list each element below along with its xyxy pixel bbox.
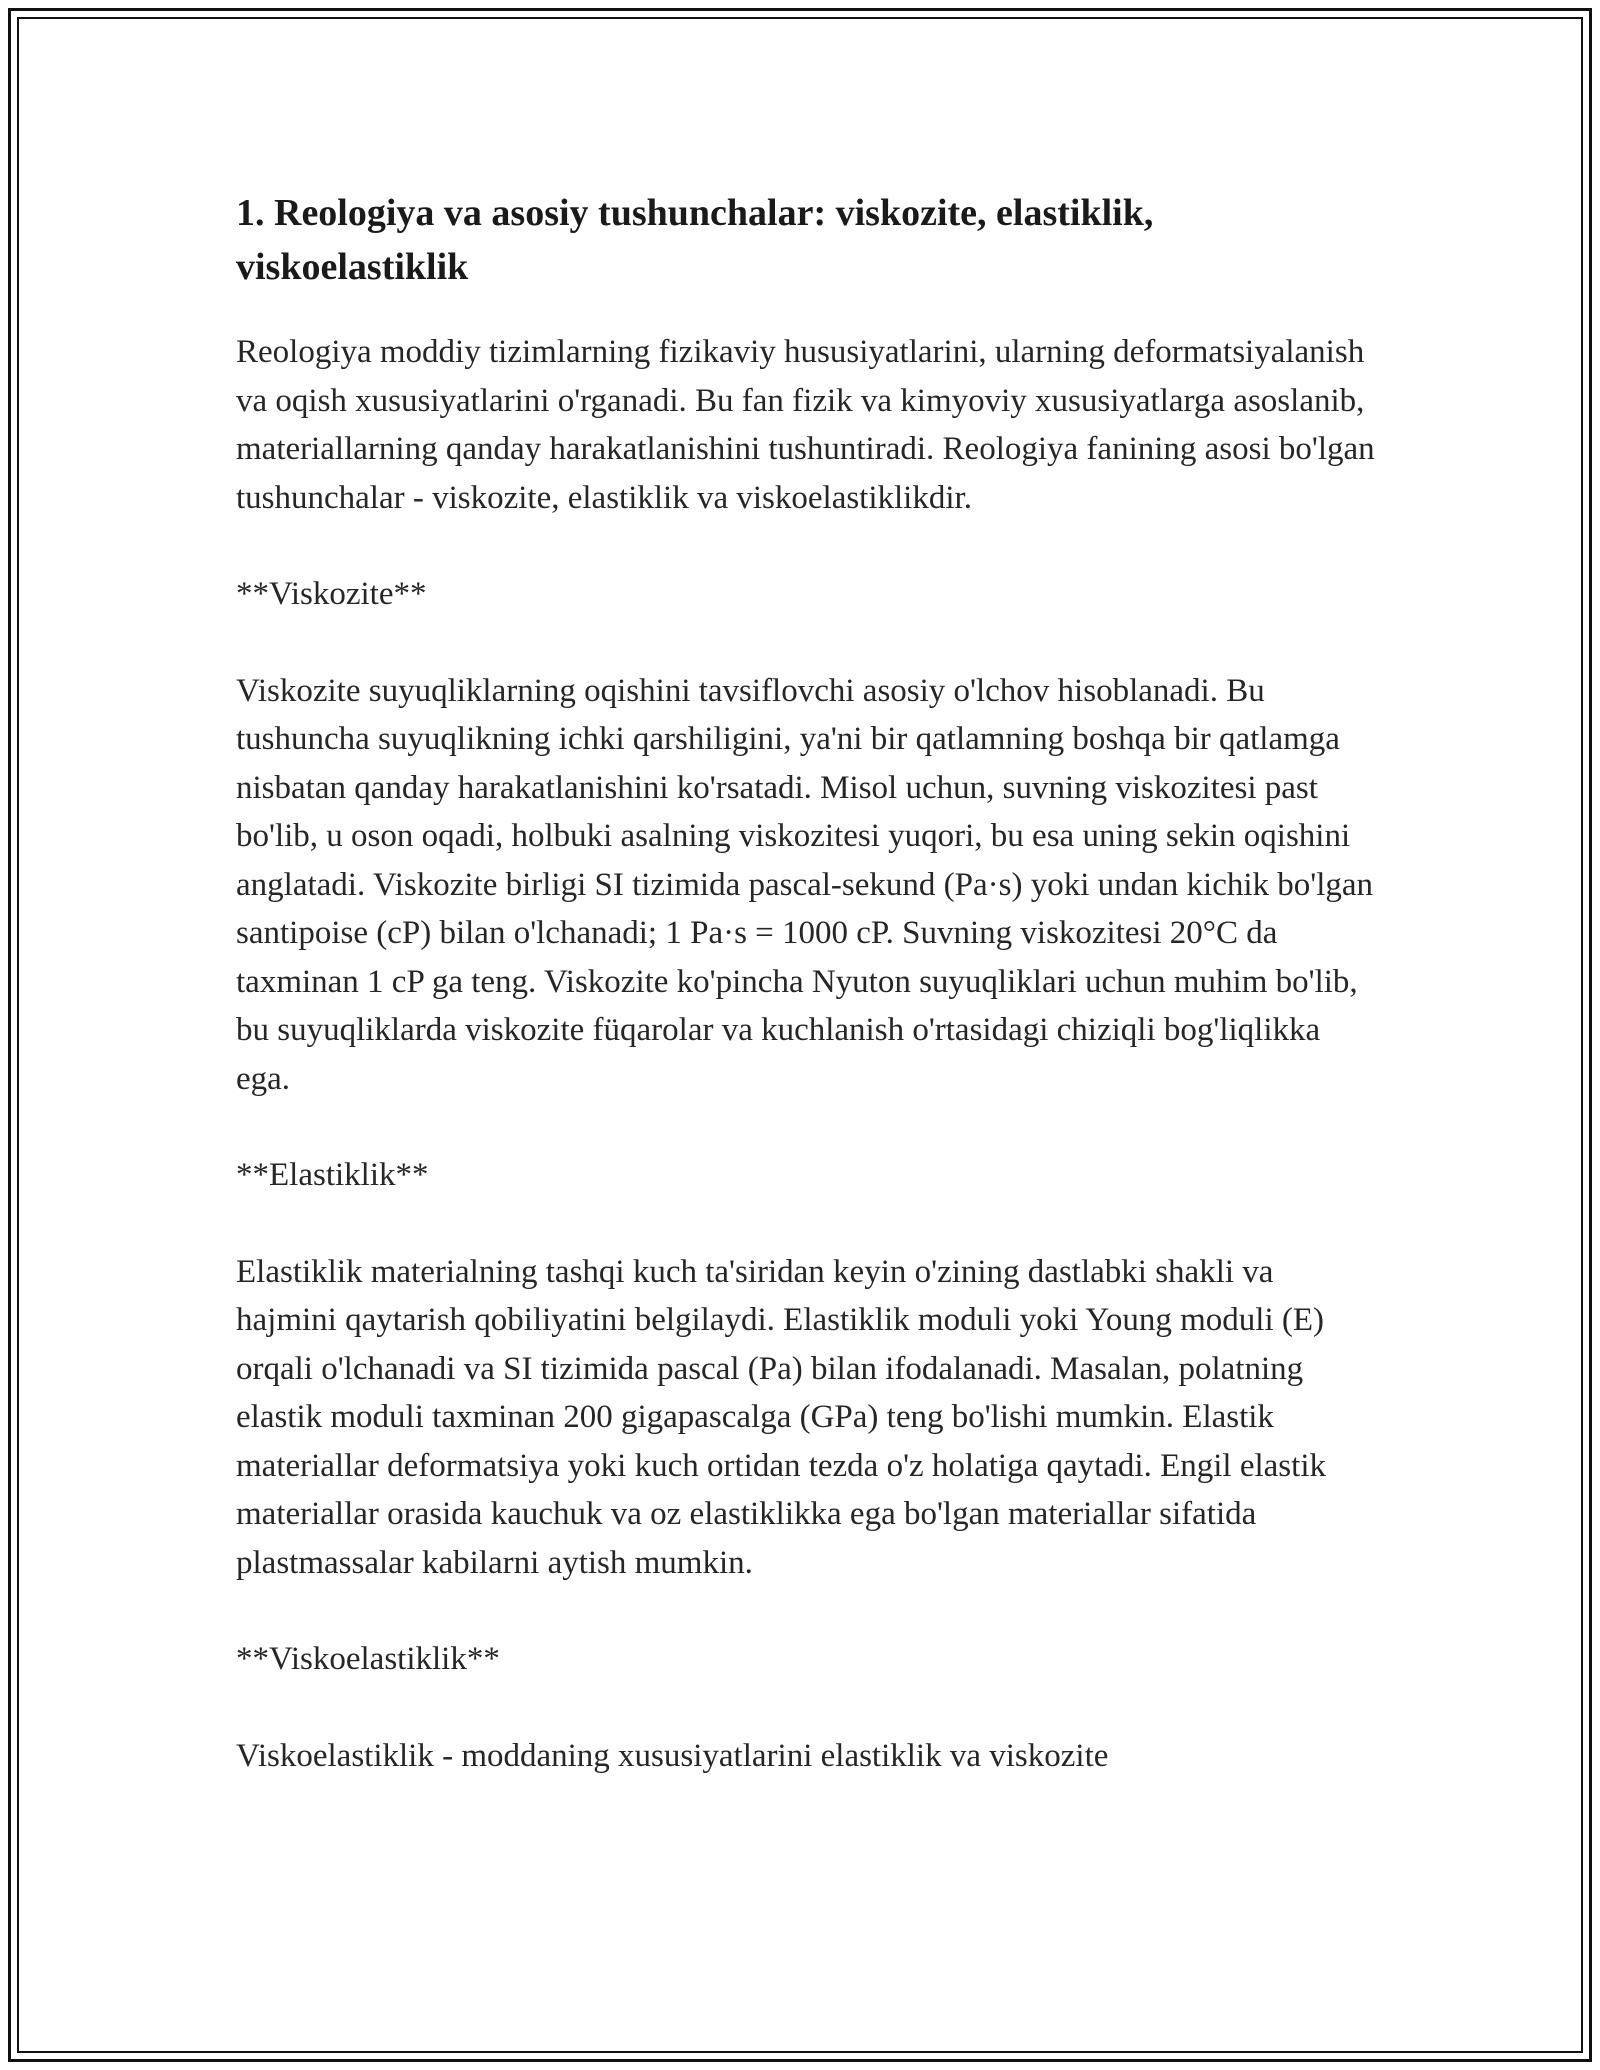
intro-paragraph: Reologiya moddiy tizimlarning fizikaviy hususiyatlarini, ularning deformatsiyalanish va oqish xususiyatlarini o'rganadi. Bu fan fizik va kimyoviy xususiyatlarga asoslanib, materiallarning qanday harakatlanishini tushuntiradi. Reologiya fanining asosi bo'lgan tushunchalar - viskozite, elastiklik va viskoelastiklikdir. — [236, 334, 1375, 516]
section-heading-viskoelastiklik: **Viskoelastiklik** — [236, 1641, 500, 1677]
document-body — [236, 186, 1376, 1828]
section-body-viskozite: Viskozite suyuqliklarning oqishini tavsiflovchi asosiy o'lchov hisoblanadi. Bu tushuncha suyuqlikning ichki qarshiligini, ya'ni bir qatlamning boshqa bir qatlamga nisbatan qanday harakatlanishini ko'rsatadi. Misol uchun, suvning viskozitesi past bo'lib, u oson oqadi, holbuki asalning viskozitesi yuqori, bu esa uning sekin oqishini anglatadi. Viskozite birligi SI tizimida pascal-sekund (Pa·s) yoki undan kichik bo'lgan santipoise (cP) bilan o'lchanadi; 1 Pa·s = 1000 cP. Suvning viskozitesi 20°C da taxminan 1 cP ga teng. Viskozite ko'pincha Nyuton suyuqliklari uchun muhim bo'lib, bu suyuqliklarda viskozite füqarolar va kuchlanish o'rtasidagi chiziqli bog'liqlikka ega. — [236, 672, 1374, 1097]
section-body-elastiklik: Elastiklik materialning tashqi kuch ta'siridan keyin o'zining dastlabki shakli va hajmini qaytarish qobiliyatini belgilaydi. Elastiklik moduli yoki Young moduli (E) orqali o'lchanadi va SI tizimida pascal (Pa) bilan ifodalanadi. Masalan, polatning elastik moduli taxminan 200 gigapascalga (GPa) teng bo'lishi mumkin. Elastik materiallar deformatsiya yoki kuch ortidan tezda o'z holatiga qaytadi. Engil elastik materiallar orasida kauchuk va oz elastiklikka ega bo'lgan materiallar sifatida plastmassalar kabilarni aytish mumkin. — [236, 1253, 1326, 1581]
section-body-viskoelastiklik: Viskoelastiklik - moddaning xususiyatlarini elastiklik va viskozite — [236, 1737, 1109, 1774]
section-heading-viskozite: **Viskozite** — [236, 576, 427, 612]
document-title: 1. Reologiya va asosiy tushunchalar: viskozite, elastiklik, viskoelastiklik — [236, 192, 1154, 288]
section-heading-elastiklik: **Elastiklik** — [236, 1157, 429, 1193]
